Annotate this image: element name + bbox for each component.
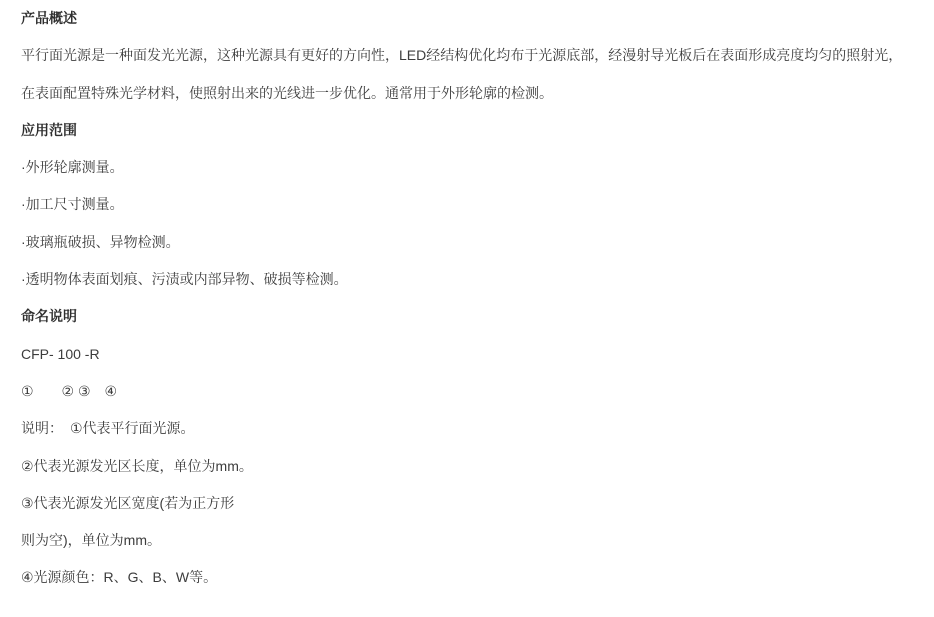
naming-note: 则为空)，单位为mm。 — [21, 532, 161, 549]
application-item: ·玻璃瓶破损、异物检测。 — [21, 233, 180, 250]
naming-note: 说明： ①代表平行面光源。 — [21, 420, 195, 437]
application-item: ·透明物体表面划痕、污渍或内部异物、破损等检测。 — [21, 271, 348, 288]
product-overview-line-2: 在表面配置特殊光学材料，使照射出来的光线进一步优化。通常用于外形轮廓的检测。 — [21, 84, 553, 101]
naming-note: ③代表光源发光区宽度(若为正方形 — [21, 494, 235, 511]
product-overview-heading: 产品概述 — [21, 10, 77, 26]
naming-heading: 命名说明 — [21, 308, 77, 325]
application-item: ·加工尺寸测量。 — [21, 196, 124, 213]
application-item: ·外形轮廓测量。 — [21, 159, 124, 176]
naming-note: ④光源颜色：R、G、B、W等。 — [21, 569, 218, 586]
product-overview-line-1: 平行面光源是一种面发光光源，这种光源具有更好的方向性，LED经结构优化均布于光源底部，经漫射导光板后在表面形成亮度均匀的照射光， — [21, 47, 903, 64]
applications-heading: 应用范围 — [21, 121, 77, 138]
model-code: CFP- 100 -R — [21, 345, 100, 362]
naming-note: ②代表光源发光区长度，单位为mm。 — [21, 457, 253, 474]
position-markers: ① ② ③ ④ — [21, 382, 118, 399]
